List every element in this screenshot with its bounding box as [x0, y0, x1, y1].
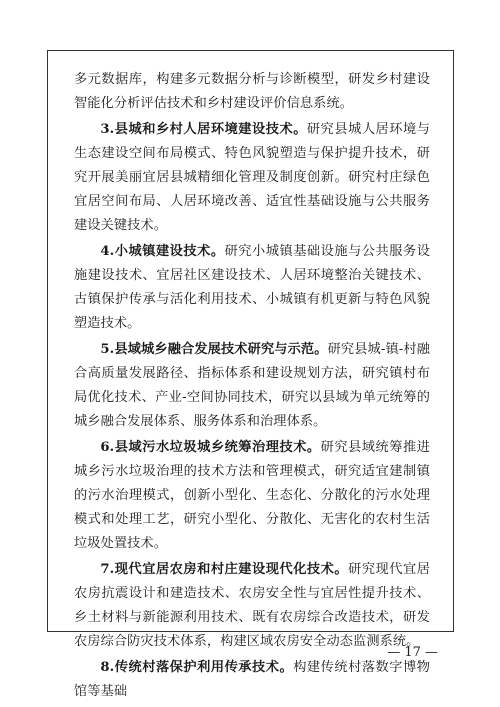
section-5	[74, 338, 430, 434]
section-heading: 3.县城和乡村人居环境建设技术。	[100, 122, 307, 137]
section-body: 研究现代宜居农房抗震设计和建造技术、农房安全性与宜居性提升技术、乡土材料与新能源利用技术、既有农房综合改造技术，研发农房综合防灾技术体系，构建区域农房安全动态监测系统。	[74, 562, 430, 649]
section-heading: 6.县域污水垃圾城乡统筹治理技术。	[100, 440, 321, 455]
section-heading: 4.小城镇建设技术。	[100, 244, 225, 259]
section-heading: 8.传统村落保护利用传承技术。	[100, 660, 294, 675]
section-6	[74, 436, 430, 556]
section-body: 构建传统村落数字博物馆等基础	[74, 660, 430, 699]
section-8	[74, 656, 430, 704]
continuation-paragraph: 多元数据库，构建多元数据分析与诊断模型，研发乡村建设智能化分析评估技术和乡村建设评价信息系统。	[74, 72, 430, 111]
section-7	[74, 558, 430, 654]
page-number: — 17 —	[387, 645, 438, 660]
document-body	[74, 68, 430, 704]
section-heading: 5.县域城乡融合发展技术研究与示范。	[100, 342, 328, 357]
section-4	[74, 240, 430, 336]
section-body: 研究县城-镇-村融合高质量发展路径、指标体系和建设规划方法，研究镇村布局优化技术、产业-空间协同技术，研究以县域为单元统筹的城乡融合发展体系、服务体系和治理体系。	[74, 342, 430, 429]
section-body: 研究小城镇基础设施与公共服务设施建设技术、宜居社区建设技术、人居环境整治关键技术、古镇保护传承与活化利用技术、小城镇有机更新与特色风貌塑造技术。	[74, 244, 430, 331]
section-body: 研究县域统筹推进城乡污水垃圾治理的技术方法和管理模式，研究适宜建制镇的污水治理模式，创新小型化、生态化、分散化的污水处理模式和处理工艺，研究小型化、分散化、无害化的农村生活垃圾处置技术。	[74, 440, 430, 551]
section-heading: 7.现代宜居农房和村庄建设现代化技术。	[100, 562, 349, 577]
section-3	[74, 118, 430, 238]
section-body: 研究县城人居环境与生态建设空间布局模式、特色风貌塑造与保护提升技术，研究开展美丽宜居县城精细化管理及制度创新。研究村庄绿色宜居空间布局、人居环境改善、适宜性基础设施与公共服务建设关键技术。	[74, 122, 430, 233]
